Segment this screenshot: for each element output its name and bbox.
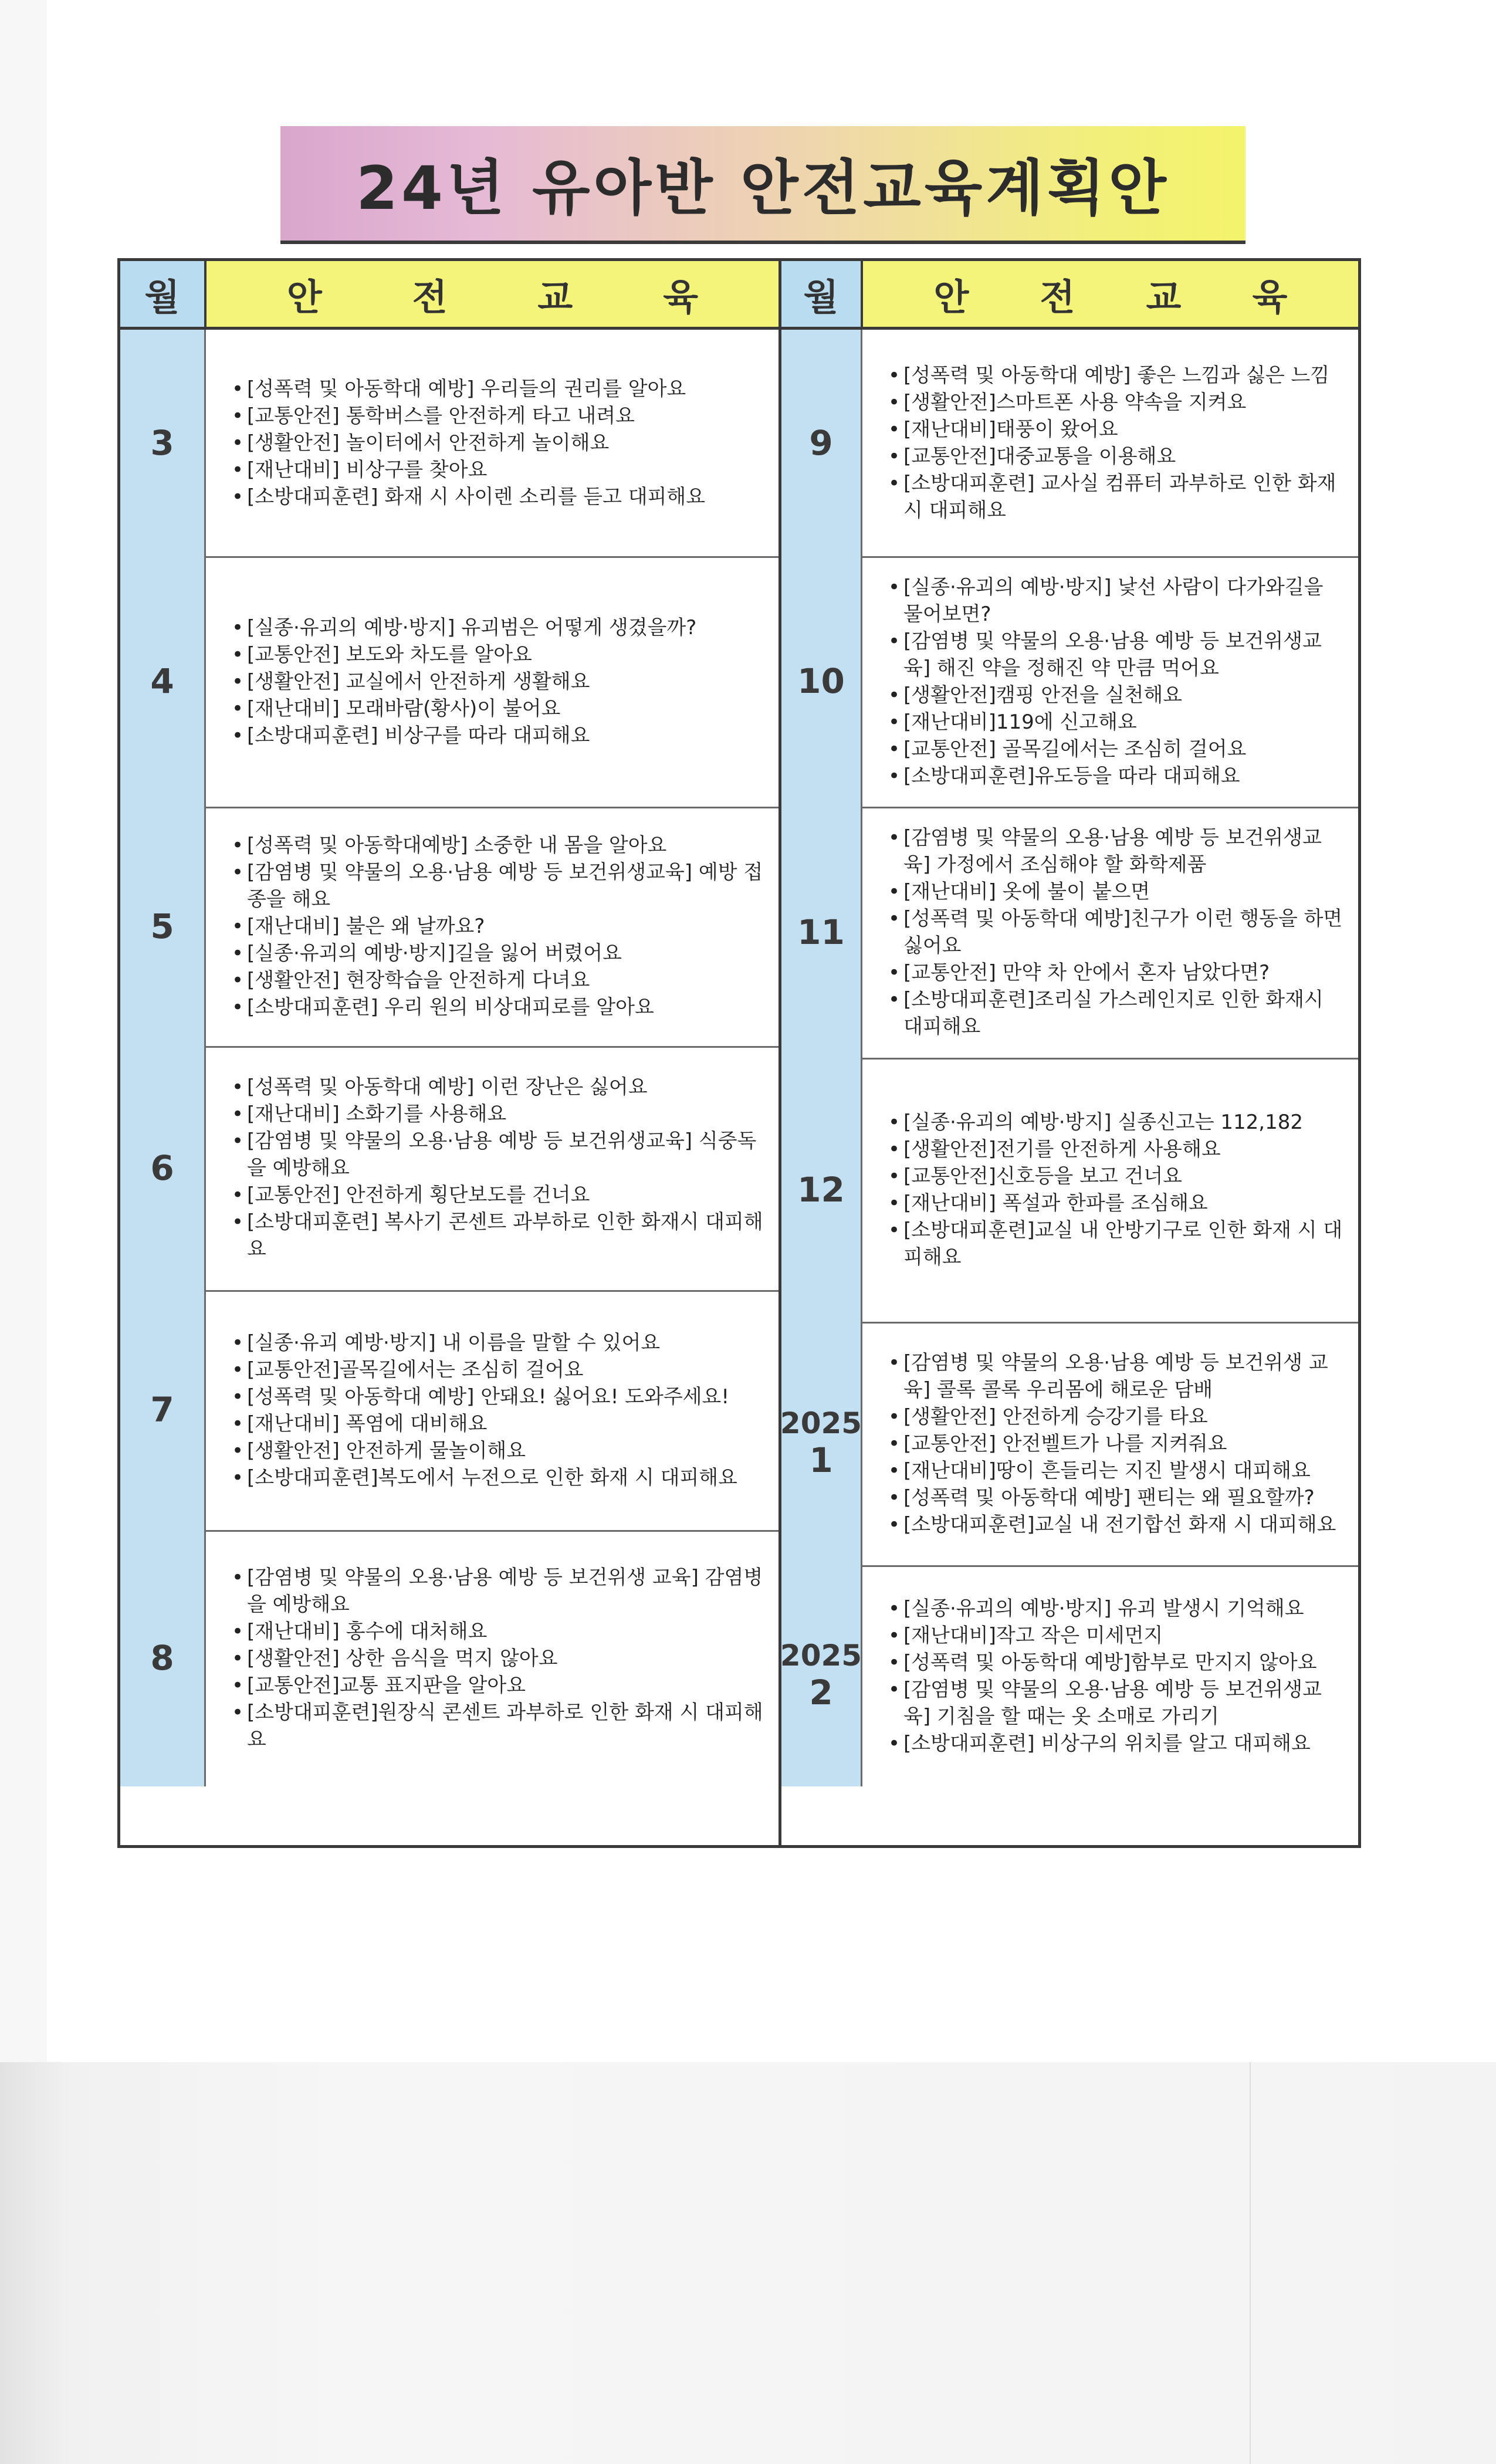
bullet-icon: •	[888, 1623, 901, 1647]
education-item	[885, 986, 1344, 1040]
bullet-icon: •	[888, 1596, 901, 1620]
education-item	[228, 1128, 764, 1182]
education-item-text: [재난대비]119에 신고해요	[903, 710, 1137, 734]
education-item-text: [재난대비]땅이 흔들리는 지진 발생시 대피해요	[903, 1458, 1311, 1483]
bullet-icon: •	[888, 1165, 901, 1188]
bullet-icon: •	[231, 485, 244, 509]
education-item-text: [실종·유괴의 예방·방지] 유괴범은 어떻게 생겼을까?	[247, 615, 697, 639]
header-char: 육	[663, 275, 699, 319]
year-label: 2025	[780, 1639, 862, 1673]
bullet-icon: •	[231, 1700, 244, 1724]
education-item-text: [재난대비] 옷에 불이 붙으면	[903, 880, 1150, 903]
education-item	[228, 859, 764, 913]
education-cell	[206, 1046, 779, 1290]
education-item-text: [실종·유괴의 예방·방지] 낯선 사람이 다가와길을 물어보면?	[903, 575, 1324, 626]
bullet-icon: •	[231, 996, 244, 1019]
education-item-text: [소방대피훈련]교실 내 전기합선 화재 시 대피해요	[903, 1512, 1336, 1536]
bullet-icon: •	[231, 1075, 244, 1099]
education-item	[885, 1136, 1344, 1163]
header-month: 월	[781, 261, 863, 327]
education-item	[228, 967, 764, 994]
education-item	[228, 1209, 764, 1263]
education-item	[228, 456, 705, 483]
bullet-icon: •	[231, 1646, 244, 1670]
month-label: 12	[797, 1169, 845, 1210]
education-item-text: [실종·유괴 예방·방지] 내 이름을 말할 수 있어요	[247, 1331, 661, 1355]
education-item-text: [재난대비] 비상구를 찾아요	[247, 458, 488, 482]
month-row	[120, 807, 779, 1048]
education-cell	[862, 1322, 1358, 1565]
education-item	[228, 1618, 764, 1645]
bullet-icon: •	[231, 1183, 244, 1207]
education-item-text: [교통안전]골목길에서는 조심히 걸어요	[247, 1358, 584, 1382]
education-list	[885, 824, 1344, 1040]
month-row	[781, 1058, 1358, 1324]
month-cell	[781, 807, 862, 1058]
education-item	[228, 1101, 764, 1128]
education-cell	[206, 330, 779, 556]
bullet-icon: •	[888, 391, 901, 414]
month-row	[120, 330, 779, 558]
education-item-text: [성폭력 및 아동학대 예방] 좋은 느낌과 싫은 느낌	[903, 364, 1330, 387]
bullet-icon: •	[231, 969, 244, 992]
bullet-icon: •	[231, 669, 244, 693]
education-item	[885, 574, 1344, 628]
education-item-text: [소방대피훈련]유도등을 따라 대피해요	[903, 764, 1240, 788]
education-list	[885, 1109, 1344, 1271]
page-title: 24년 유아반 안전교육계획안	[356, 153, 1170, 224]
education-cell	[206, 1290, 779, 1530]
education-item	[885, 1649, 1344, 1676]
education-item-text: [교통안전]대중교통을 이용해요	[903, 445, 1176, 468]
education-item	[885, 959, 1344, 986]
education-item-text: [재난대비] 폭염에 대비해요	[247, 1412, 488, 1436]
education-item	[885, 824, 1344, 878]
education-cell	[862, 1058, 1358, 1322]
education-item-text: [실종·유괴의 예방·방지] 실종신고는 112,182	[903, 1111, 1303, 1134]
education-item	[228, 832, 764, 859]
education-item-text: [재난대비] 홍수에 대처해요	[247, 1619, 488, 1643]
education-item-text: [소방대피훈련] 우리 원의 비상대피로를 알아요	[247, 996, 654, 1019]
education-item-text: [재난대비]태풍이 왔어요	[903, 418, 1118, 441]
education-cell	[206, 1530, 779, 1786]
month-row	[781, 807, 1358, 1060]
education-item-text: [실종·유괴의 예방·방지]길을 잃어 버렸어요	[247, 942, 622, 965]
education-list	[885, 574, 1344, 790]
education-item-text: [소방대피훈련]원장식 콘센트 과부하로 인한 화재 시 대피해요	[247, 1700, 763, 1751]
education-item	[885, 443, 1344, 470]
education-item-text: [생활안전] 상한 음식을 먹지 않아요	[247, 1646, 558, 1670]
education-item	[228, 695, 696, 722]
education-item	[885, 1730, 1344, 1757]
education-item	[228, 1074, 764, 1101]
header-char: 교	[1146, 275, 1182, 319]
education-cell	[206, 807, 779, 1046]
education-item	[228, 722, 696, 749]
left-column	[120, 261, 781, 1845]
month-label: 2	[809, 1672, 833, 1712]
month-label: 1	[809, 1440, 833, 1480]
education-item	[228, 913, 764, 940]
bullet-icon: •	[231, 1565, 244, 1589]
bullet-icon: •	[231, 915, 244, 938]
bullet-icon: •	[231, 404, 244, 428]
bullet-icon: •	[888, 1351, 901, 1375]
education-item-text: [성폭력 및 아동학대 예방]친구가 이런 행동을 하면 싫어요	[903, 907, 1343, 957]
month-label: 3	[150, 422, 174, 463]
education-list	[885, 362, 1344, 524]
education-item-text: [소방대피훈련] 비상구를 따라 대피해요	[247, 723, 590, 747]
education-item	[885, 1109, 1344, 1136]
education-item-text: [소방대피훈련] 복사기 콘센트 과부하로 인한 화재시 대피해요	[247, 1210, 763, 1261]
education-item	[228, 940, 764, 967]
header-char: 육	[1252, 275, 1288, 319]
education-cell	[862, 330, 1358, 556]
scan-edge-line	[1250, 2062, 1251, 2464]
education-list	[228, 614, 696, 749]
bullet-icon: •	[231, 615, 244, 639]
header-month: 월	[120, 261, 207, 327]
bullet-icon: •	[888, 988, 901, 1011]
education-item	[228, 1464, 737, 1491]
header-char: 전	[1040, 275, 1075, 319]
education-item	[228, 1699, 764, 1753]
education-item-text: [성폭력 및 아동학대 예방] 이런 장난은 싫어요	[247, 1075, 648, 1099]
education-item-text: [성폭력 및 아동학대 예방] 우리들의 권리를 알아요	[247, 377, 686, 401]
bullet-icon: •	[888, 737, 901, 761]
bullet-icon: •	[231, 1385, 244, 1409]
bullet-icon: •	[231, 861, 244, 884]
education-item-text: [감염병 및 약물의 오용·남용 예방 등 보건위생교육] 해진 약을 정해진 약 만큼 먹어요	[903, 629, 1322, 680]
bullet-icon: •	[888, 826, 901, 849]
year-label: 2025	[780, 1406, 862, 1441]
month-cell	[781, 556, 862, 807]
education-item-text: [감염병 및 약물의 오용·남용 예방 등 보건위생교육] 예방 접종을 해요	[247, 861, 763, 911]
education-item-text: [재난대비] 소화기를 사용해요	[247, 1102, 507, 1126]
bullet-icon: •	[231, 1210, 244, 1234]
bullet-icon: •	[888, 364, 901, 387]
education-item	[885, 1190, 1344, 1217]
education-item-text: [소방대피훈련]교실 내 안방기구로 인한 화재 시 대피해요	[903, 1219, 1343, 1269]
bullet-icon: •	[888, 1512, 901, 1536]
education-item-text: [감염병 및 약물의 오용·남용 예방 등 보건위생 교육] 감염병을 예방해요	[247, 1565, 763, 1616]
education-item-text: [감염병 및 약물의 오용·남용 예방 등 보건위생교육] 기침을 할 때는 옷 소매로 가리기	[903, 1677, 1322, 1728]
education-item	[885, 709, 1344, 736]
education-item	[228, 375, 705, 402]
bullet-icon: •	[231, 1439, 244, 1463]
education-list	[228, 832, 764, 1021]
education-item	[228, 1329, 737, 1356]
education-item-text: [교통안전]신호등을 보고 건너요	[903, 1165, 1183, 1188]
education-item	[885, 736, 1344, 763]
education-item	[885, 362, 1344, 389]
bullet-icon: •	[888, 1731, 901, 1755]
education-item-text: [교통안전]교통 표지판을 알아요	[247, 1673, 526, 1697]
month-row	[781, 1565, 1358, 1786]
bullet-icon: •	[231, 723, 244, 747]
bullet-icon: •	[888, 418, 901, 441]
education-list	[885, 1595, 1344, 1757]
month-cell	[781, 1565, 862, 1786]
education-item	[885, 628, 1344, 682]
bullet-icon: •	[888, 1677, 901, 1701]
education-item	[885, 905, 1344, 959]
bullet-icon: •	[888, 1192, 901, 1215]
header-char: 교	[537, 275, 573, 319]
header-char: 안	[286, 275, 322, 319]
education-item-text: [교통안전] 만약 차 안에서 혼자 남았다면?	[903, 961, 1270, 984]
month-cell	[781, 1322, 862, 1565]
education-item	[885, 1622, 1344, 1649]
header-char: 전	[412, 275, 448, 319]
bullet-icon: •	[888, 1650, 901, 1674]
bullet-icon: •	[231, 1465, 244, 1490]
month-label: 11	[797, 912, 845, 952]
education-item-text: [재난대비] 불은 왜 날까요?	[247, 915, 485, 938]
education-cell	[862, 1565, 1358, 1786]
bullet-icon: •	[888, 629, 901, 653]
scan-background	[0, 2062, 1496, 2464]
month-cell	[781, 330, 862, 556]
education-list	[228, 375, 705, 510]
month-label: 10	[797, 661, 845, 702]
education-item-text: [감염병 및 약물의 오용·남용 예방 등 보건위생교육] 가정에서 조심해야 할 화학제품	[903, 826, 1322, 876]
education-item	[228, 1564, 764, 1618]
month-row	[120, 1046, 779, 1292]
education-item-text: [교통안전] 통학버스를 안전하게 타고 내려요	[247, 404, 635, 428]
education-item	[228, 1356, 737, 1383]
education-item	[228, 1437, 737, 1464]
education-item-text: [성폭력 및 아동학대 예방]함부로 만지지 않아요	[903, 1650, 1317, 1674]
education-cell	[862, 807, 1358, 1058]
education-item	[228, 429, 705, 456]
month-label: 9	[809, 422, 833, 463]
bullet-icon: •	[888, 880, 901, 903]
bullet-icon: •	[888, 1431, 901, 1456]
table-header-left	[120, 261, 779, 330]
education-item-text: [교통안전] 안전하게 횡단보도를 건너요	[247, 1183, 590, 1207]
month-row	[781, 556, 1358, 808]
month-label: 7	[150, 1390, 174, 1430]
title-banner	[280, 126, 1245, 244]
bullet-icon: •	[888, 1138, 901, 1161]
safety-plan-table	[117, 258, 1361, 1848]
month-cell	[120, 556, 206, 807]
education-item-text: [생활안전] 안전하게 물놀이해요	[247, 1439, 526, 1463]
education-item	[228, 1645, 764, 1672]
month-row	[120, 556, 779, 808]
bullet-icon: •	[231, 1412, 244, 1436]
education-item-text: [소방대피훈련] 화재 시 사이렌 소리를 듣고 대피해요	[247, 485, 706, 509]
education-item-text: [성폭력 및 아동학대 예방] 팬티는 왜 필요할까?	[903, 1485, 1315, 1509]
bullet-icon: •	[888, 1404, 901, 1429]
education-item-text: [성폭력 및 아동학대예방] 소중한 내 몸을 알아요	[247, 834, 667, 857]
education-item-text: [소방대피훈련]복도에서 누전으로 인한 화재 시 대피해요	[247, 1465, 737, 1490]
education-item-text: [재난대비] 모래바람(황사)이 불어요	[247, 696, 561, 720]
education-item	[228, 994, 764, 1021]
month-label: 8	[150, 1638, 174, 1678]
education-item-text: [감염병 및 약물의 오용·남용 예방 등 보건위생 교육] 콜록 콜록 우리몸에 해로운 담배	[903, 1351, 1328, 1402]
education-item	[885, 1484, 1344, 1511]
education-cell	[862, 556, 1358, 807]
bullet-icon: •	[231, 1102, 244, 1126]
education-cell	[206, 556, 779, 807]
bullet-icon: •	[231, 377, 244, 401]
education-item	[228, 1383, 737, 1410]
header-char: 안	[933, 275, 969, 319]
bullet-icon: •	[231, 1129, 244, 1153]
education-item	[885, 1676, 1344, 1730]
education-item	[885, 763, 1344, 790]
bullet-icon: •	[888, 1458, 901, 1483]
education-item-text: [재난대비]작고 작은 미세먼지	[903, 1623, 1163, 1647]
education-item-text: [생활안전] 안전하게 승강기를 타요	[903, 1404, 1208, 1429]
education-item-text: [소방대피훈련] 비상구의 위치를 알고 대피해요	[903, 1731, 1311, 1755]
education-item-text: [실종·유괴의 예방·방지] 유괴 발생시 기억해요	[903, 1596, 1304, 1620]
month-cell	[120, 330, 206, 556]
education-item-text: [소방대피훈련]조리실 가스레인지로 인한 화재시 대피해요	[903, 988, 1324, 1038]
month-cell	[120, 1530, 206, 1786]
bullet-icon: •	[888, 1219, 901, 1242]
right-column	[781, 261, 1358, 1845]
bullet-icon: •	[888, 961, 901, 984]
education-item	[885, 1511, 1344, 1538]
bullet-icon: •	[231, 834, 244, 857]
education-item	[885, 682, 1344, 709]
education-item	[885, 1349, 1344, 1403]
month-row	[781, 1322, 1358, 1567]
month-label: 5	[150, 906, 174, 946]
education-item	[885, 470, 1344, 524]
education-item	[885, 1217, 1344, 1271]
education-list	[228, 1564, 764, 1753]
month-row	[120, 1290, 779, 1532]
bullet-icon: •	[888, 1485, 901, 1509]
month-cell	[120, 1046, 206, 1290]
table-header-right	[781, 261, 1358, 330]
bullet-icon: •	[231, 1358, 244, 1382]
bullet-icon: •	[888, 683, 901, 707]
education-item-text: [감염병 및 약물의 오용·남용 예방 등 보건위생교육] 식중독을 예방해요	[247, 1129, 757, 1180]
header-safety-education	[863, 261, 1358, 327]
education-item	[885, 416, 1344, 443]
header-safety-education	[207, 261, 779, 327]
bullet-icon: •	[888, 1111, 901, 1134]
bullet-icon: •	[888, 710, 901, 734]
education-item	[228, 668, 696, 695]
education-item	[885, 878, 1344, 905]
education-item	[885, 1595, 1344, 1622]
education-item	[885, 1163, 1344, 1190]
bullet-icon: •	[231, 1331, 244, 1355]
education-item	[228, 641, 696, 668]
bullet-icon: •	[231, 942, 244, 965]
bullet-icon: •	[231, 431, 244, 455]
education-item-text: [생활안전] 현장학습을 안전하게 다녀요	[247, 969, 590, 992]
education-list	[885, 1349, 1344, 1538]
education-item-text: [성폭력 및 아동학대 예방] 안돼요! 싫어요! 도와주세요!	[247, 1385, 729, 1409]
education-item-text: [소방대피훈련] 교사실 컴퓨터 과부하로 인한 화재 시 대피해요	[903, 472, 1336, 522]
bullet-icon: •	[888, 445, 901, 468]
education-item-text: [교통안전] 보도와 차도를 알아요	[247, 642, 532, 666]
education-item-text: [생활안전]스마트폰 사용 약속을 지켜요	[903, 391, 1247, 414]
month-cell	[120, 807, 206, 1046]
month-label: 6	[150, 1148, 174, 1188]
bullet-icon: •	[888, 472, 901, 495]
education-item-text: [생활안전] 교실에서 안전하게 생활해요	[247, 669, 590, 693]
month-row	[781, 330, 1358, 558]
education-list	[228, 1074, 764, 1263]
education-item	[228, 483, 705, 510]
education-item	[228, 402, 705, 429]
month-row	[120, 1530, 779, 1786]
education-item-text: [생활안전]캠핑 안전을 실천해요	[903, 683, 1183, 707]
month-cell	[781, 1058, 862, 1322]
bullet-icon: •	[888, 575, 901, 599]
education-item-text: [생활안전]전기를 안전하게 사용해요	[903, 1138, 1221, 1161]
bullet-icon: •	[231, 696, 244, 720]
education-item	[228, 1410, 737, 1437]
education-item-text: [생활안전] 놀이터에서 안전하게 놀이해요	[247, 431, 610, 455]
education-item	[885, 1403, 1344, 1430]
bullet-icon: •	[231, 642, 244, 666]
education-item	[885, 1457, 1344, 1484]
bullet-icon: •	[888, 764, 901, 788]
education-item	[885, 1430, 1344, 1457]
education-item	[228, 614, 696, 641]
education-item-text: [교통안전] 안전벨트가 나를 지켜줘요	[903, 1431, 1227, 1456]
bullet-icon: •	[231, 1673, 244, 1697]
education-item	[228, 1672, 764, 1699]
education-item	[885, 389, 1344, 416]
bullet-icon: •	[231, 1619, 244, 1643]
education-list	[228, 1329, 737, 1491]
month-label: 4	[150, 661, 174, 702]
month-cell	[120, 1290, 206, 1530]
education-item-text: [교통안전] 골목길에서는 조심히 걸어요	[903, 737, 1247, 761]
bullet-icon: •	[888, 907, 901, 930]
education-item	[228, 1182, 764, 1209]
education-item-text: [재난대비] 폭설과 한파를 조심해요	[903, 1192, 1208, 1215]
bullet-icon: •	[231, 458, 244, 482]
